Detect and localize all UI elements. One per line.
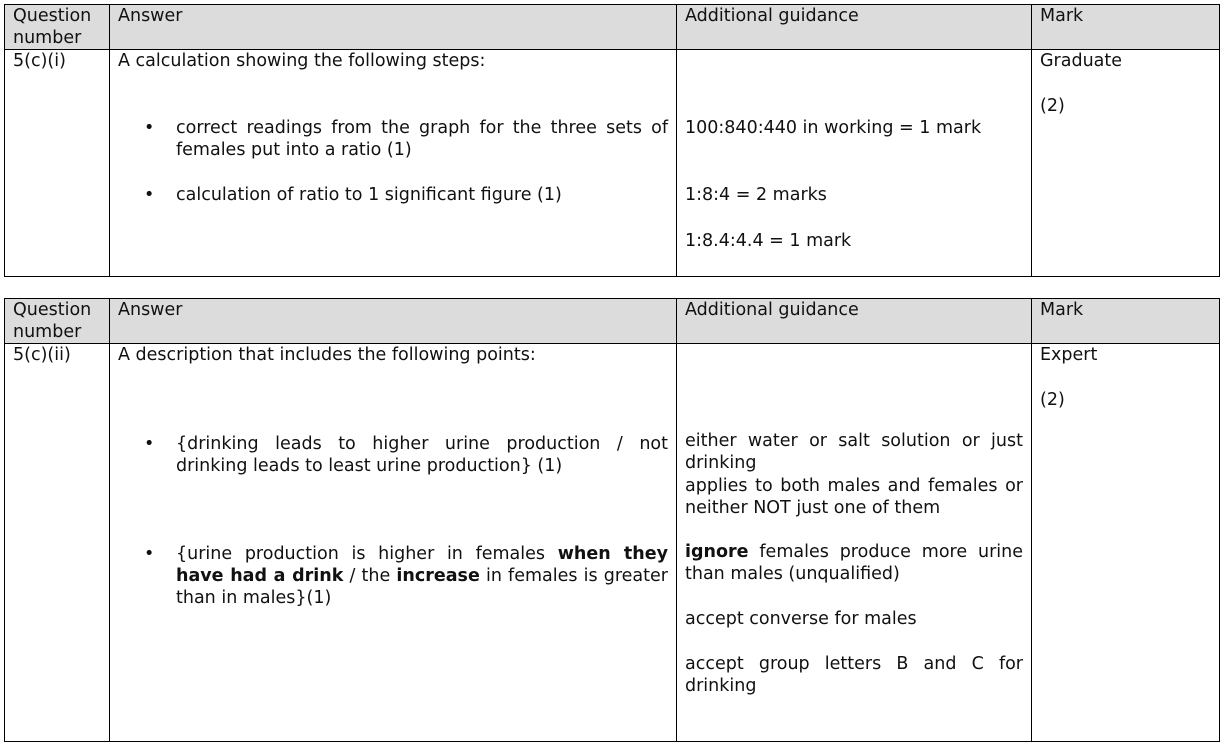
answer-bullet (110, 117, 668, 161)
answer-bullet (110, 543, 668, 609)
bullet-text-bold: increase (396, 566, 480, 586)
mark-level: Expert (1040, 345, 1098, 365)
guidance-text-part: females produce more urine than males (unqualified) (685, 542, 1023, 584)
guidance-text: 1:8:4 = 2 marks (685, 185, 827, 205)
header-answer: Answer (110, 5, 677, 49)
mark-cell (1032, 50, 1219, 276)
answer-cell (110, 344, 677, 741)
bullet-icon: • (144, 118, 155, 138)
mark-value: (2) (1040, 96, 1065, 116)
answer-bullet-text: calculation of ratio to 1 significant figure (1) (176, 185, 562, 205)
guidance-text: accept group letters B and C for drinking (685, 654, 1023, 696)
mark-cell (1032, 344, 1219, 741)
header-mark: Mark (1040, 6, 1084, 26)
answer-intro: A description that includes the following points: (118, 345, 536, 365)
header-mark: Mark (1040, 300, 1084, 320)
guidance-text: 100:840:440 in working = 1 mark (685, 118, 982, 138)
guidance-cell (677, 344, 1032, 741)
header-question-number: Question number (5, 299, 110, 343)
guidance-cell (677, 50, 1032, 276)
answer-intro: A calculation showing the following steps: (118, 51, 486, 71)
mark-scheme-table-5ci (4, 4, 1220, 277)
header-additional-guidance: Additional guidance (677, 5, 1032, 49)
guidance-text: accept converse for males (685, 609, 917, 629)
table-header-row (5, 299, 1219, 344)
header-additional-guidance: Additional guidance (677, 299, 1032, 343)
table-row (5, 344, 1219, 741)
guidance-bold: ignore (685, 542, 749, 562)
guidance-text: either water or salt solution or just drinking (685, 431, 1023, 473)
answer-bullet (110, 184, 668, 206)
bullet-text-part: {urine production is higher in females (176, 544, 558, 564)
answer-bullet-text: correct readings from the graph for the three sets of females put into a ratio (1) (176, 118, 668, 160)
table-header-row (5, 5, 1219, 50)
mark-scheme-table-5cii (4, 298, 1220, 742)
header-question-number: Question number (5, 5, 110, 49)
mark-level: Graduate (1040, 51, 1123, 71)
answer-bullet (110, 433, 668, 477)
guidance-text: 1:8.4:4.4 = 1 mark (685, 231, 852, 251)
header-answer: Answer (110, 299, 677, 343)
answer-bullet-text: {drinking leads to higher urine production / not drinking leads to least urine production} (1) (176, 434, 668, 476)
bullet-icon: • (144, 544, 155, 564)
mark-value: (2) (1040, 390, 1065, 410)
table-row (5, 50, 1219, 276)
question-number: 5(c)(i) (5, 50, 110, 276)
bullet-text-part: / the (343, 566, 397, 586)
bullet-icon: • (144, 434, 155, 454)
bullet-text-bold: when they have had a drink (176, 544, 668, 586)
bullet-icon: • (144, 185, 155, 205)
guidance-text: applies to both males and females or neither NOT just one of them (685, 476, 1023, 518)
bullet-text-part: in females is greater than in males}(1) (176, 566, 668, 608)
answer-bullet-text (176, 543, 668, 609)
question-number: 5(c)(ii) (5, 344, 110, 741)
answer-cell (110, 50, 677, 276)
guidance-text (685, 541, 1023, 585)
